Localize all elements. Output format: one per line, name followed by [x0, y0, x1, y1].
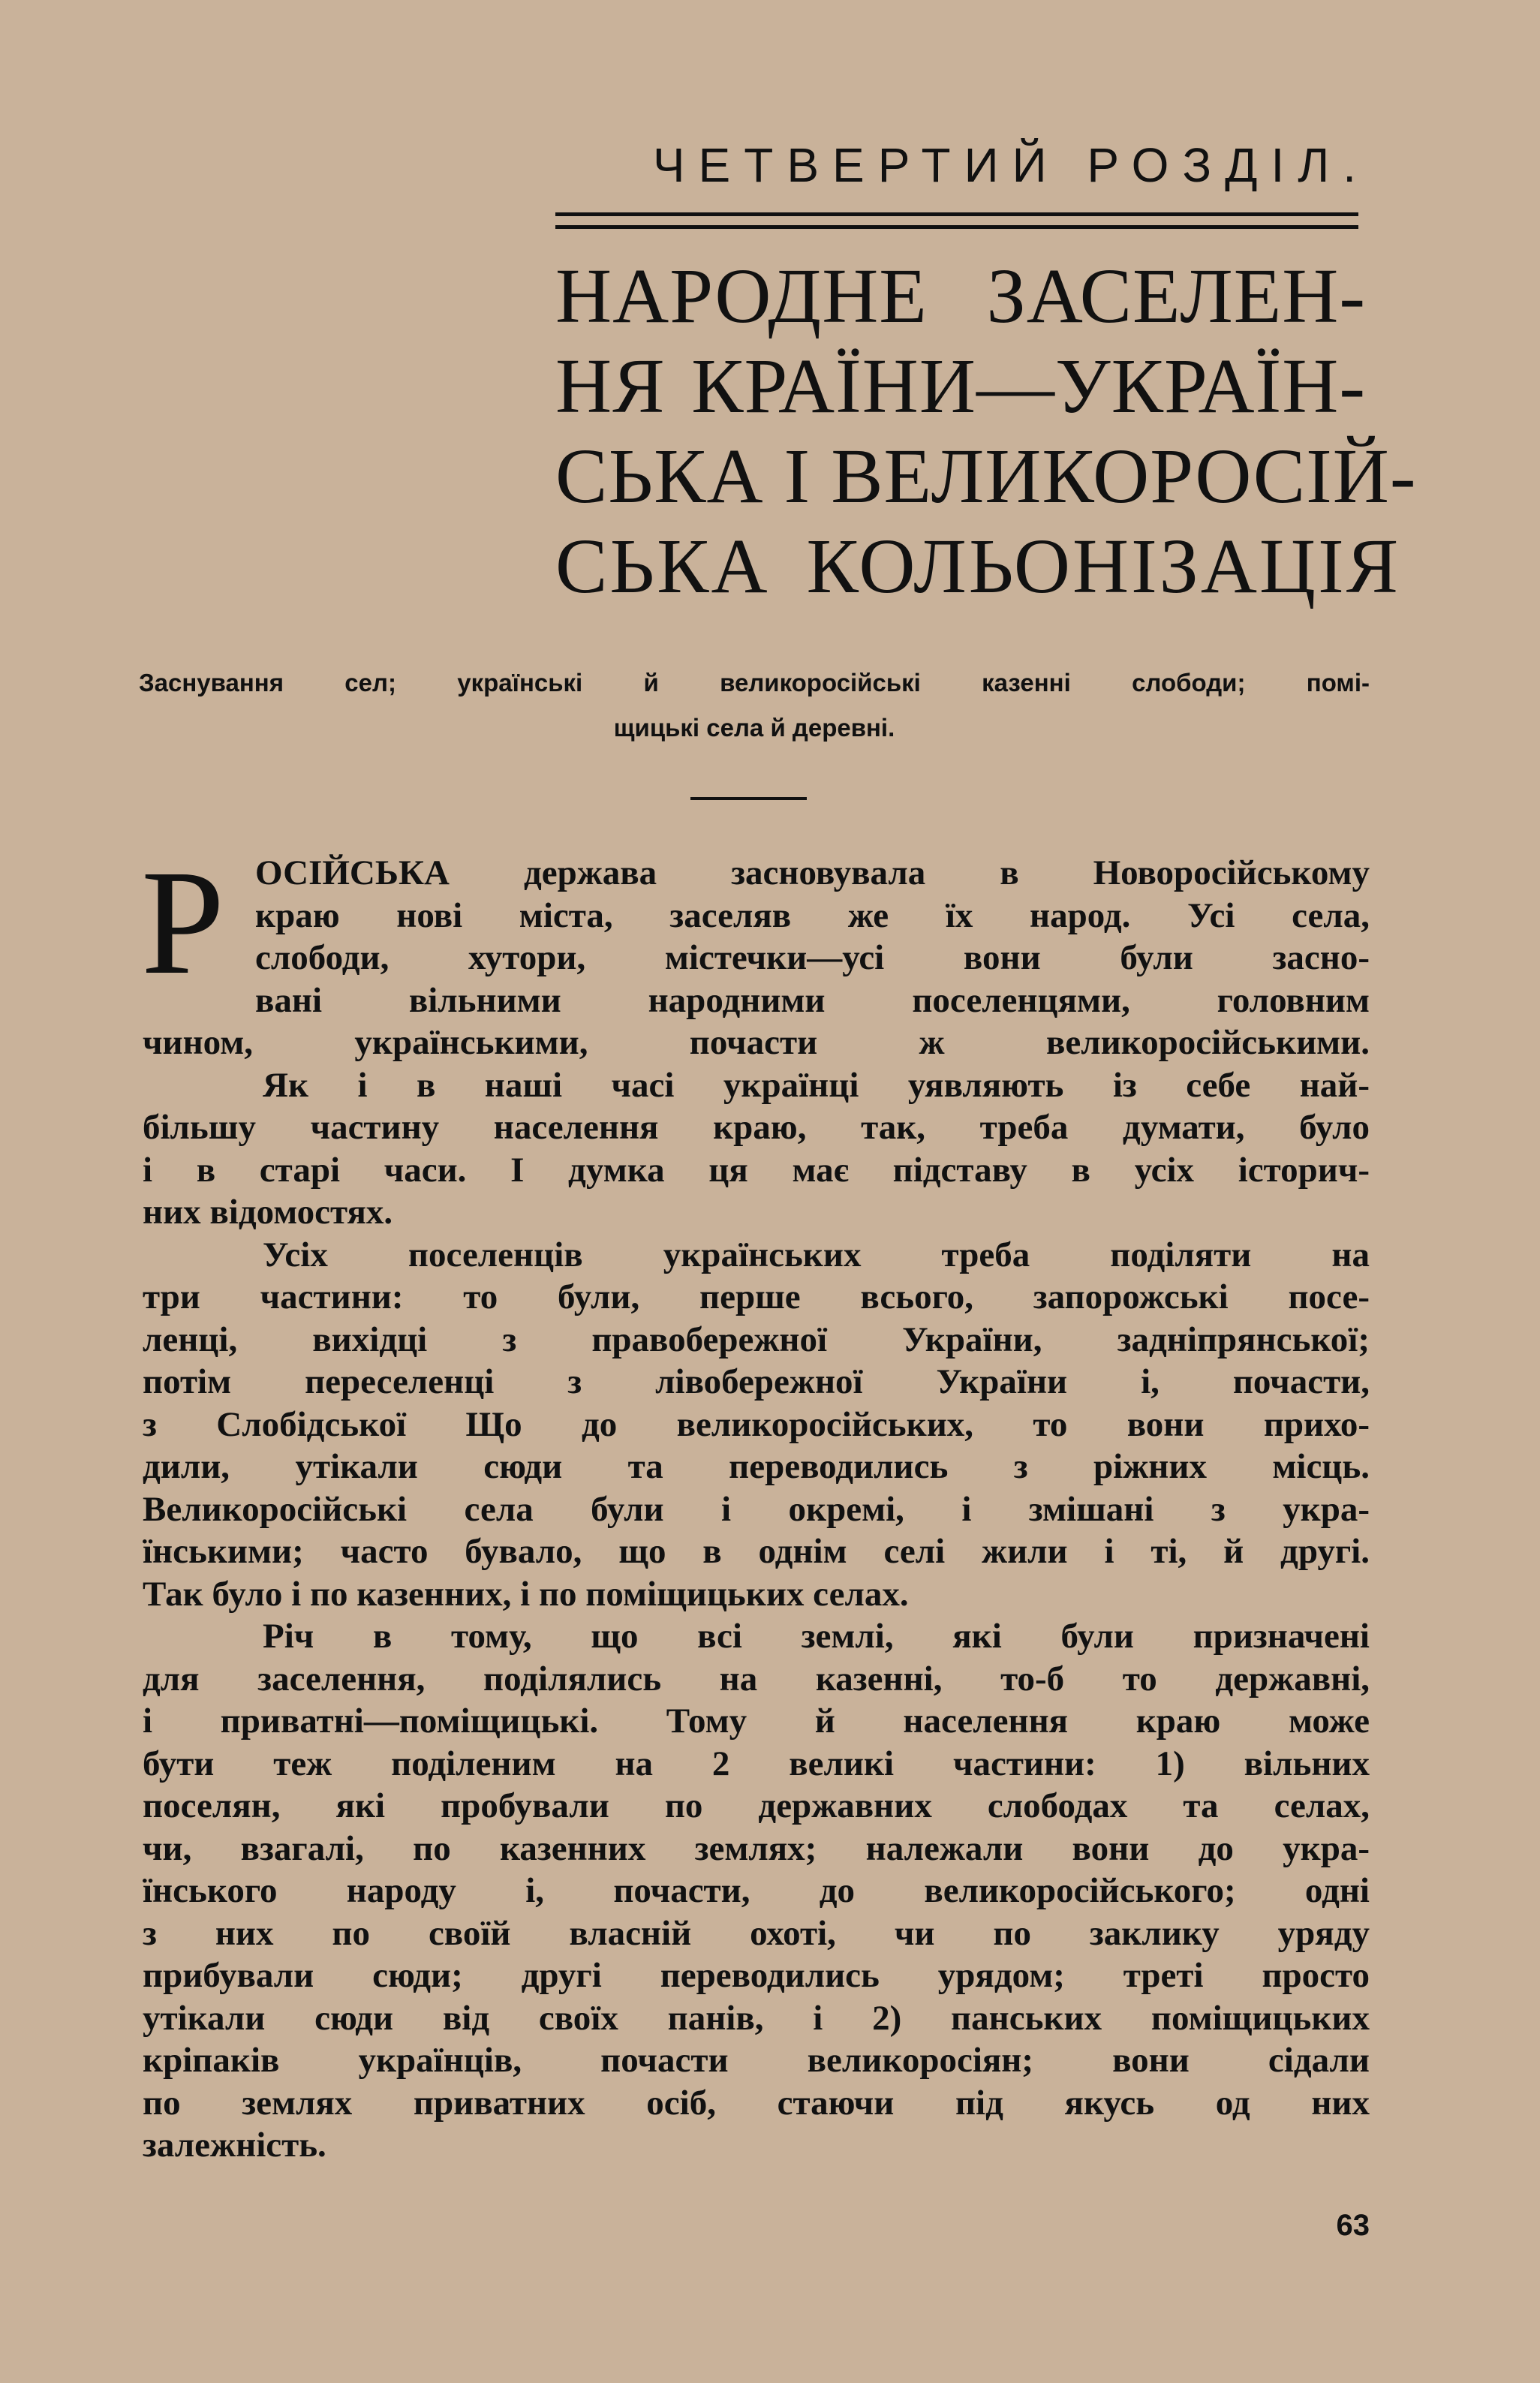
- body-line: з них по своїй власній охоті, чи по заклику уряду: [143, 1913, 1370, 1953]
- body-line: Усіх поселенців українських треба поділяти на: [263, 1235, 1370, 1274]
- body-line: прибували сюди; другі переводились урядом; треті просто: [143, 1956, 1370, 1995]
- body-line: по землях приватних осіб, стаючи під якусь од них: [143, 2083, 1370, 2123]
- body-line: дили, утікали сюди та переводились з ріжних місць.: [143, 1447, 1370, 1486]
- body-line: більшу частину населення краю, так, треба думати, було: [143, 1108, 1370, 1147]
- body-line: для заселення, поділялись на казенні, то-б то державні,: [143, 1659, 1370, 1698]
- body-line: краю нові міста, заселяв же їх народ. Усі села,: [255, 895, 1370, 935]
- body-line: кріпаків українців, почасти великоросіян; вони сідали: [143, 2041, 1370, 2080]
- summary-line: щицькі села й деревні.: [613, 714, 895, 742]
- body-line: утікали сюди від своїх панів, і 2) панських поміщицьких: [143, 1998, 1370, 2038]
- body-line: потім переселенці з лівобережної України і, почасти,: [143, 1362, 1370, 1401]
- chapter-title-line: СЬКА КОЛЬОНІЗАЦІЯ: [555, 523, 1401, 609]
- body-line: Великоросійські села були і окремі, і змішані з укра-: [143, 1489, 1370, 1529]
- drop-cap: Р: [141, 840, 225, 1006]
- section-divider: [690, 797, 807, 800]
- body-line: і в старі часи. І думка ця має підставу в усіх історич-: [143, 1150, 1370, 1190]
- chapter-label: ЧЕТВЕРТИЙ РОЗДІЛ.: [652, 138, 1370, 192]
- body-line: них відомостях.: [143, 1193, 393, 1232]
- body-line: і приватні—поміщицькі. Тому й населення краю може: [143, 1701, 1370, 1741]
- body-line: Річ в тому, що всі землі, які були призначені: [263, 1617, 1370, 1656]
- chapter-summary: [139, 660, 1370, 751]
- chapter-title-line: НАРОДНЕ ЗАСЕЛЕН-: [555, 253, 1366, 339]
- body-line: їнського народу і, почасти, до великоросійського; одні: [143, 1871, 1370, 1910]
- chapter-title-line: НЯ КРАЇНИ—УКРАЇН-: [555, 343, 1366, 429]
- body-line: поселян, які пробували по державних слободах та селах,: [143, 1786, 1370, 1825]
- title-rule-top: [555, 212, 1358, 216]
- body-line: вані вільними народними поселенцями, головним: [255, 980, 1370, 1020]
- body-line: чином, українськими, почасти ж великоросійськими.: [143, 1023, 1370, 1062]
- body-line: бути теж поділеним на 2 великі частини: 1) вільних: [143, 1744, 1370, 1783]
- body-line: залежність.: [143, 2126, 326, 2165]
- body-text: [141, 840, 1370, 2167]
- body-line: їнськими; часто бувало, що в однім селі жили і ті, й другі.: [143, 1532, 1370, 1571]
- summary-line: Заснування сел; українські й великоросійські казенні слободи; помі-: [139, 669, 1370, 697]
- body-line: слободи, хутори, містечки—усі вони були засно-: [255, 938, 1370, 977]
- body-line: чи, взагалі, по казенних землях; належали вони до укра-: [143, 1828, 1370, 1868]
- body-line: ОСІЙСЬКА держава засновувала в Новоросійському: [255, 853, 1370, 892]
- chapter-title: [555, 251, 1417, 612]
- chapter-title-line: СЬКА І ВЕЛИКОРОСІЙ-: [555, 433, 1417, 519]
- page-number: 63: [1336, 2209, 1370, 2242]
- body-line: з Слобідської Що до великоросійських, то вони прихо-: [143, 1404, 1370, 1444]
- title-rule-bottom: [555, 225, 1358, 229]
- body-line: ленці, вихідці з правобережної України, задніпрянської;: [143, 1319, 1370, 1359]
- body-line: три частини: то були, перше всього, запорожські посе-: [143, 1277, 1370, 1316]
- body-line: Як і в наші часі українці уявляють із себе най-: [263, 1065, 1370, 1105]
- body-line: Так було і по казенних, і по поміщицьких селах.: [143, 1574, 909, 1614]
